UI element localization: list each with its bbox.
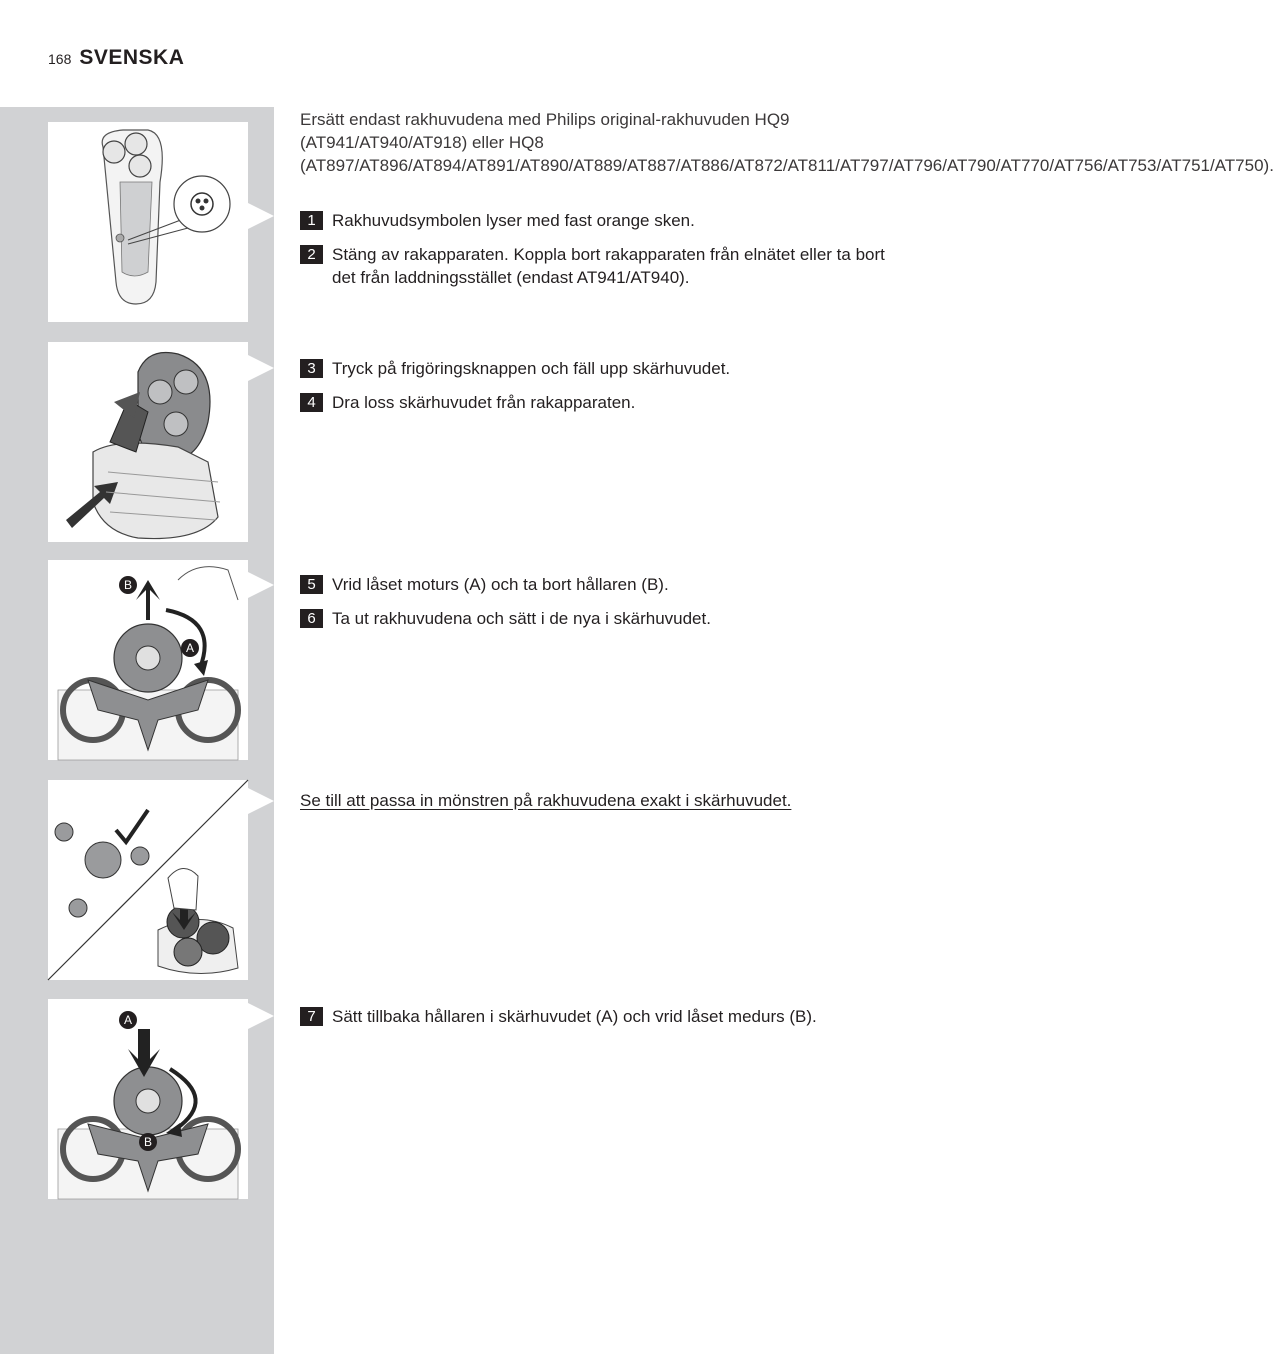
step-4 [300,391,910,414]
figure-open-shaving-unit [48,342,248,542]
fit-heads-illustration [48,780,248,980]
figure-pointer [248,572,274,598]
open-unit-illustration [48,342,248,542]
step-text: Stäng av rakapparaten. Koppla bort rakapparaten från elnätet eller ta bort det från laddningsstället (endast AT941/AT940). [332,245,885,287]
step-text: Ta ut rakhuvudena och sätt i de nya i skärhuvudet. [332,609,711,628]
intro-paragraph: Ersätt endast rakhuvudena med Philips original-rakhuvuden HQ9 (AT941/AT940/AT918) eller HQ8 (AT897/AT896/AT894/AT891/AT890/AT889/AT887/AT886/AT872/AT811/AT797/AT796/AT790/AT770/AT756/AT753/AT751/AT750). [300,110,1274,175]
figure-reinsert-retaining-frame [48,999,248,1199]
label-a: A [185,641,195,655]
step-number: 4 [300,393,323,412]
language-title: SVENSKA [79,46,185,69]
step-3 [300,357,910,380]
figure-shaver-indicator [48,122,248,322]
label-b: B [143,1135,153,1149]
step-text: Dra loss skärhuvudet från rakapparaten. [332,393,636,412]
label-b: B [123,578,133,592]
step-number: 2 [300,245,323,264]
step-number: 7 [300,1007,323,1026]
figure-remove-retaining-frame [48,560,248,760]
page-header [48,46,184,76]
page-number: 168 [48,51,72,67]
step-6 [300,607,910,630]
step-1 [300,209,910,232]
step-text: Vrid låset moturs (A) och ta bort hållaren (B). [332,575,669,594]
step-text: Rakhuvudsymbolen lyser med fast orange sken. [332,211,695,230]
shaver-illustration [48,122,248,322]
step-7 [300,1005,910,1028]
figure-pointer [248,355,274,381]
figure-pointer [248,1003,274,1029]
step-number: 1 [300,211,323,230]
reinsert-frame-illustration [48,999,248,1199]
retaining-frame-illustration [48,560,248,760]
step-text: Sätt tillbaka hållaren i skärhuvudet (A) och vrid låset medurs (B). [332,1007,817,1026]
step-number: 3 [300,359,323,378]
figure-pointer [248,203,274,229]
step-5 [300,573,910,596]
step-2 [300,243,910,289]
step-text: Tryck på frigöringsknappen och fäll upp skärhuvudet. [332,359,731,378]
figure-fit-shaving-heads [48,780,248,980]
label-a: A [123,1013,133,1027]
figure-pointer [248,788,274,814]
alignment-note: Se till att passa in mönstren på rakhuvudena exakt i skärhuvudet. [300,791,792,810]
step-number: 5 [300,575,323,594]
step-number: 6 [300,609,323,628]
